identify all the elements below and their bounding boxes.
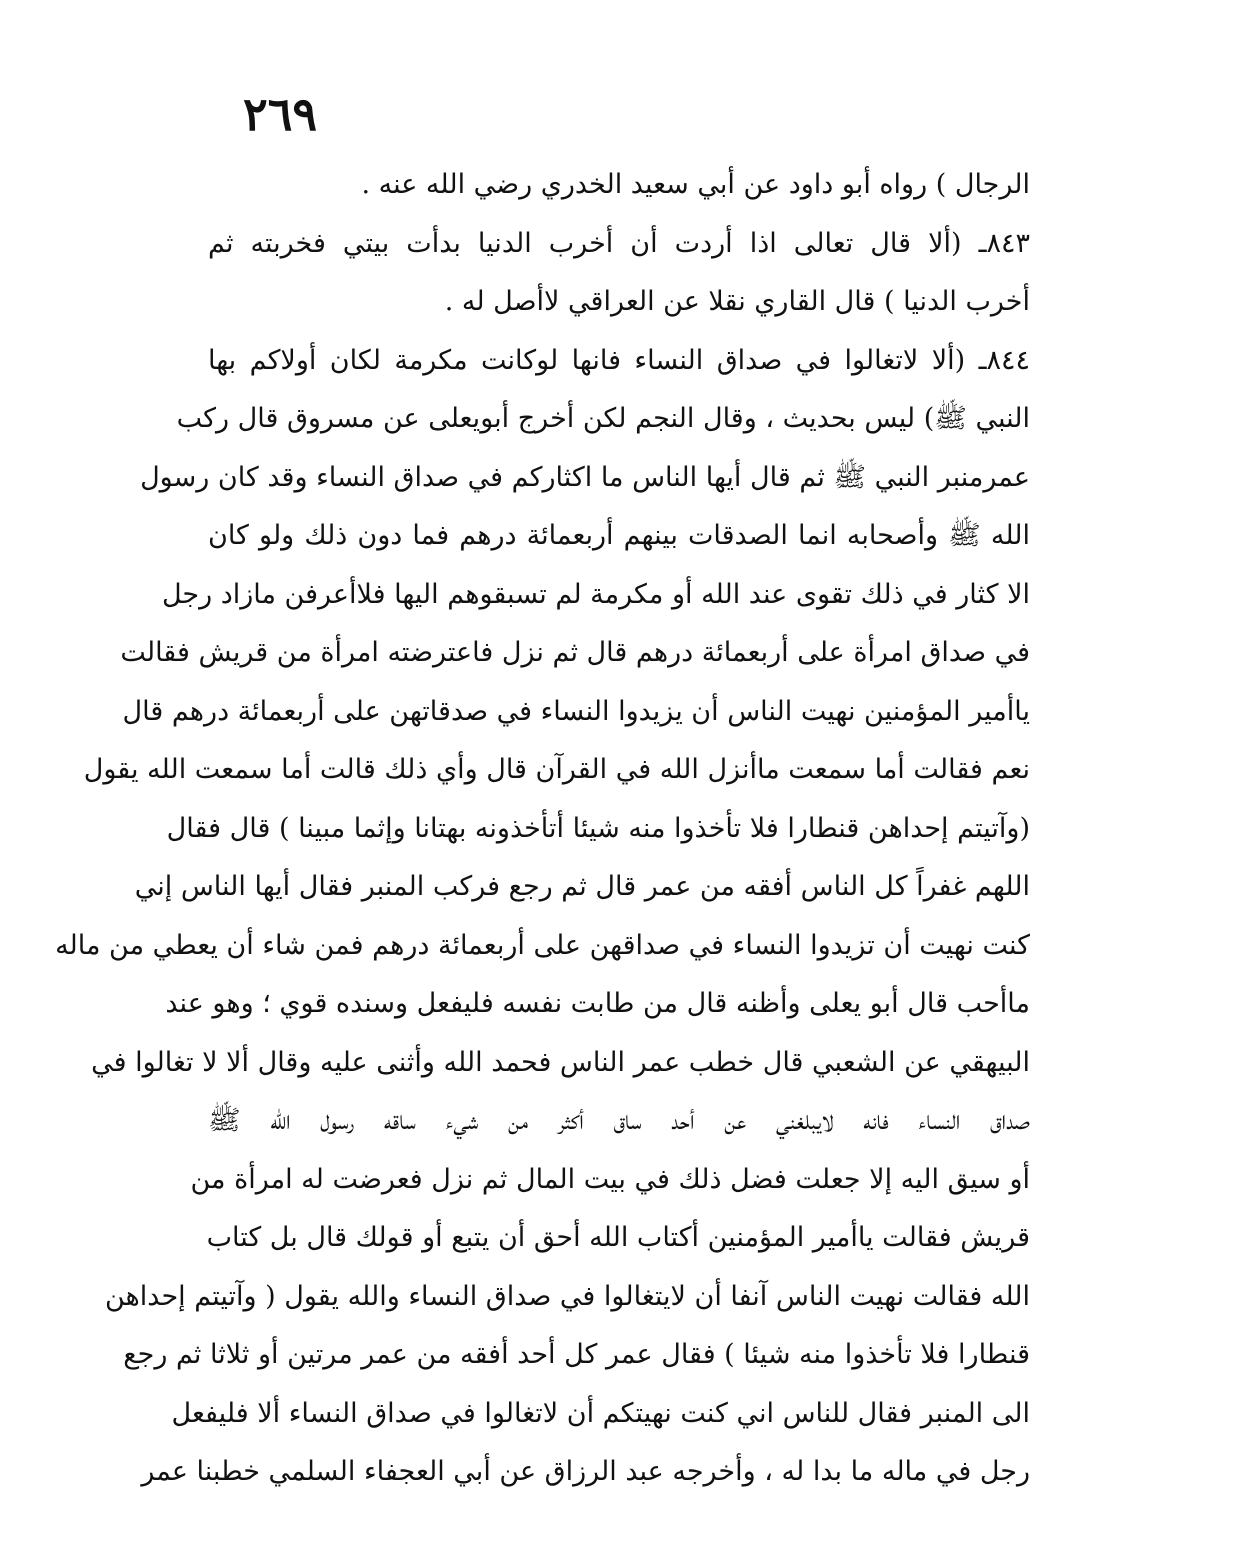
text-line: البيهقي عن الشعبي قال خطب عمر الناس فحمد الله وأثنى عليه وقال ألا لا تغالوا في (91, 1046, 1030, 1078)
text-line: (وآتيتم إحداهن قنطارا فلا تأخذوا منه شيئا أتأخذونه بهتانا وإثما مبينا ) قال فقال (166, 812, 1030, 844)
text-line: الله فقالت نهيت الناس آنفا أن لايتغالوا في صداق النساء والله يقول ( وآتيتم إحداهن (104, 1280, 1030, 1312)
text-line: اللهم غفراً كل الناس أفقه من عمر قال ثم رجع فركب المنبر فقال أيها الناس إني (134, 871, 1030, 902)
text-line: الى المنبر فقال للناس اني كنت نهيتكم أن لاتغالوا في صداق النساء ألا فليفعل (171, 1397, 1030, 1429)
text-line: قنطارا فلا تأخذوا منه شيئا ) فقال عمر كل أحد أفقه من عمر مرتين أو ثلاثا ثم رجع (123, 1339, 1030, 1370)
text-line: الله ﷺ وأصحابه انما الصدقات بينهم أربعمائة درهم فما دون ذلك ولو كان (208, 520, 1030, 551)
text-line: عمرمنبر النبي ﷺ ثم قال أيها الناس ما اكثاركم في صداق النساء وقد كان رسول (140, 461, 1030, 493)
text-line: الرجال ) رواه أبو داود عن أبي سعيد الخدري رضي الله عنه . (361, 169, 1030, 200)
text-line: صداق النساء فانه لايبلغني عن أحد ساق أكثر من شيء ساقه رسول الله ﷺ (208, 1105, 1030, 1136)
text-line: قريش فقالت ياأمير المؤمنين أكتاب الله أحق أن يتبع أو قولك قال بل كتاب (206, 1222, 1030, 1253)
text-line: النبي ﷺ) ليس بحديث ، وقال النجم لكن أخرج أبويعلى عن مسروق قال ركب (176, 403, 1030, 434)
text-line: في صداق امرأة على أربعمائة درهم قال ثم نزل فاعترضته امرأة من قريش فقالت (120, 637, 1030, 668)
text-line: نعم فقالت أما سمعت ماأنزل الله في القرآن قال وأي ذلك قالت أما سمعت الله يقول (83, 754, 1030, 785)
text-line: ياأمير المؤمنين نهيت الناس أن يزيدوا النساء في صدقاتهن على أربعمائة درهم قال (122, 695, 1030, 727)
text-line: رجل في ماله ما بدا له ، وأخرجه عبد الرزاق عن أبي العجفاء السلمي خطبنا عمر (141, 1456, 1030, 1487)
text-line: ماأحب قال أبو يعلى وأظنه قال من طابت نفسه فليفعل وسنده قوي ؛ وهو عند (165, 988, 1030, 1019)
text-line: ٨٤٣ـ (ألا قال تعالى اذا أردت أن أخرب الدنيا بدأت بيتي فخربته ثم (208, 227, 1030, 259)
page-number: ٢٦٩ (243, 87, 318, 141)
text-line: الا كثار في ذلك تقوى عند الله أو مكرمة لم تسبقوهم اليها فلاأعرفن مازاد رجل (161, 578, 1030, 610)
text-line: أخرب الدنيا ) قال القاري نقلا عن العراقي لاأصل له . (444, 286, 1030, 317)
body-text (55, 156, 1030, 1496)
text-line: أو سيق اليه إلا جعلت فضل ذلك في بيت المال ثم نزل فعرضت له امرأة من (190, 1163, 1030, 1195)
text-line: ٨٤٤ـ (ألا لاتغالوا في صداق النساء فانها لوكانت مكرمة لكان أولاكم بها (208, 344, 1030, 376)
text-line: كنت نهيت أن تزيدوا النساء في صداقهن على أربعمائة درهم فمن شاء أن يعطي من ماله (55, 929, 1030, 961)
